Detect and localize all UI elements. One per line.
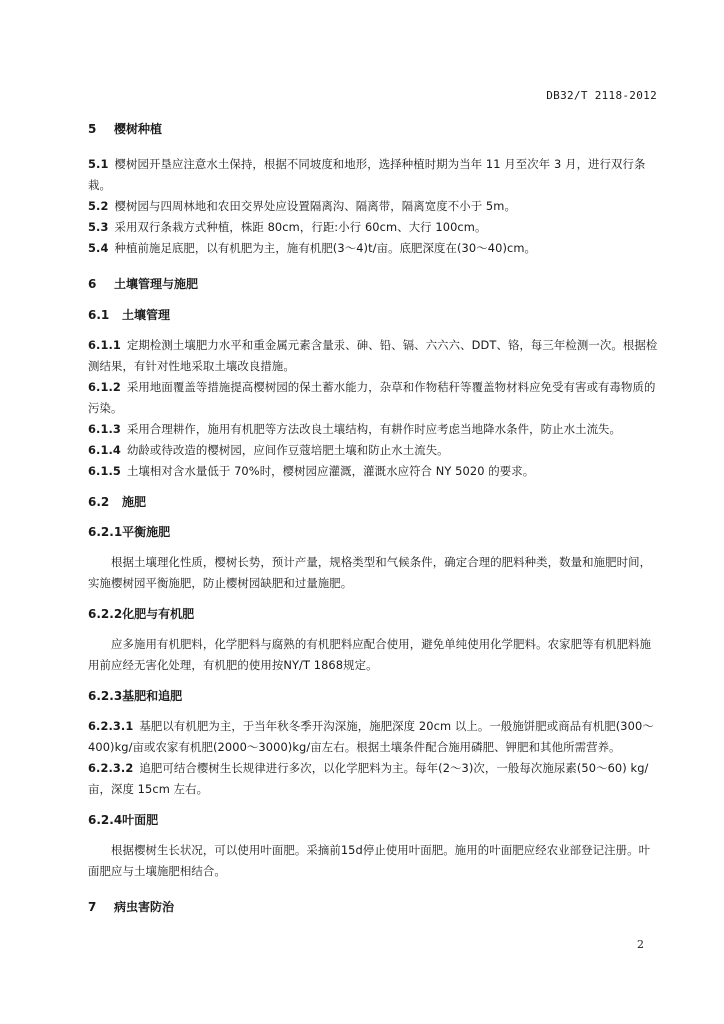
clause-5-2 — [88, 196, 658, 217]
clause-number: 5.3 — [88, 220, 109, 234]
subsection-number: 6.1 — [88, 308, 110, 322]
subsection-title: 叶面肥 — [122, 813, 159, 827]
section-5-heading — [88, 118, 658, 140]
clause-5-1 — [88, 154, 658, 196]
subsection-number: 6.2 — [88, 495, 110, 509]
clause-number: 5.1 — [88, 157, 109, 171]
document-code: DB32/T 2118-2012 — [546, 89, 657, 102]
clause-text: 樱树园开垦应注意水土保持，根据不同坡度和地形，选择种植时期为当年 11 月至次年 3 月，进行双行条栽。 — [88, 157, 646, 192]
section-number: 6 — [88, 277, 97, 291]
section-6-heading — [88, 273, 658, 295]
clause-number: 6.1.3 — [88, 422, 121, 436]
clause-text: 采用合理耕作，施用有机肥等方法改良土壤结构，有耕作时应考虑当地降水条件，防止水土流失。 — [126, 422, 622, 436]
subsection-number: 6.2.3 — [88, 689, 123, 703]
clause-number: 5.4 — [88, 241, 109, 255]
clause-6-2-3-2 — [88, 758, 658, 800]
clause-text: 采用双行条栽方式种植，株距 80cm，行距:小行 60cm、大行 100cm。 — [114, 220, 487, 234]
subsection-6-2-1-heading — [88, 522, 658, 542]
clause-text: 幼龄或待改造的樱树园，应间作豆蔻培肥土壤和防止水土流失。 — [126, 443, 449, 457]
clause-number: 6.1.4 — [88, 443, 121, 457]
paragraph-6-2-1: 根据土壤理化性质，樱树长势，预计产量，规格类型和气候条件，确定合理的肥料种类，数量和施肥时间，实施樱树园平衡施肥，防止樱树园缺肥和过量施肥。 — [88, 555, 652, 590]
subsection-number: 6.2.2 — [88, 607, 123, 621]
section-number: 7 — [88, 900, 97, 914]
clause-6-1-1 — [88, 335, 658, 377]
clause-text: 定期检测土壤肥力水平和重金属元素含量汞、砷、铅、镉、六六六、DDT、铬，每三年检测一次。根据检测结果，有针对性地采取土壤改良措施。 — [88, 338, 658, 373]
clause-number: 6.1.2 — [88, 380, 121, 394]
subsection-number: 6.2.4 — [88, 813, 123, 827]
subsection-title: 施肥 — [122, 495, 147, 509]
subsection-6-2-2-heading — [88, 604, 658, 624]
clause-5-3 — [88, 217, 658, 238]
subsection-6-2-heading — [88, 492, 658, 512]
clause-6-1-2 — [88, 377, 658, 419]
subsection-6-1-heading — [88, 305, 658, 325]
subsection-title: 平衡施肥 — [122, 525, 171, 539]
paragraph-6-2-4: 根据樱树生长状况，可以使用叶面肥。采摘前15d停止使用叶面肥。施用的叶面肥应经农业部登记注册。叶面肥应与土壤施肥相结合。 — [88, 843, 651, 878]
document-body — [88, 118, 658, 918]
section-title: 樱树种植 — [114, 122, 163, 136]
clause-6-2-3-1 — [88, 716, 658, 758]
clause-number: 6.1.1 — [88, 338, 121, 352]
clause-text: 基肥以有机肥为主，于当年秋冬季开沟深施，施肥深度 20cm 以上。一般施饼肥或商品有机肥(300～400)kg/亩或农家有机肥(2000～3000)kg/亩左右。根据土壤条件配合施用磷肥、钾肥和其他所需营养。 — [88, 719, 654, 754]
clause-number: 6.2.3.1 — [88, 719, 134, 733]
subsection-number: 6.2.1 — [88, 525, 123, 539]
subsection-6-2-3-heading — [88, 686, 658, 706]
section-title: 土壤管理与施肥 — [114, 277, 199, 291]
section-number: 5 — [88, 122, 97, 136]
clause-text: 追肥可结合樱树生长规律进行多次，以化学肥料为主。每年(2～3)次，一般每次施尿素(50～60) kg/亩，深度 15cm 左右。 — [88, 761, 649, 796]
section-title: 病虫害防治 — [114, 900, 175, 914]
clause-6-1-5 — [88, 461, 658, 482]
subsection-title: 化肥与有机肥 — [122, 607, 195, 621]
subsection-6-2-4-heading — [88, 810, 658, 830]
clause-6-1-4 — [88, 440, 658, 461]
paragraph-6-2-2: 应多施用有机肥料，化学肥料与腐熟的有机肥料应配合使用，避免单纯使用化学肥料。农家肥等有机肥料施用前应经无害化处理，有机肥的使用按NY/T 1868规定。 — [88, 637, 652, 672]
subsection-title: 基肥和追肥 — [122, 689, 183, 703]
clause-number: 6.1.5 — [88, 464, 121, 478]
clause-number: 6.2.3.2 — [88, 761, 134, 775]
clause-text: 樱树园与四周林地和农田交界处应设置隔离沟、隔离带，隔离宽度不小于 5m。 — [114, 199, 516, 213]
page-number: 2 — [637, 938, 644, 951]
subsection-title: 土壤管理 — [122, 308, 171, 322]
clause-6-1-3 — [88, 419, 658, 440]
clause-text: 土壤相对含水量低于 70%时，樱树园应灌溉，灌溉水应符合 NY 5020 的要求。 — [126, 464, 535, 478]
section-7-heading — [88, 896, 658, 918]
clause-number: 5.2 — [88, 199, 109, 213]
clause-5-4 — [88, 238, 658, 259]
clause-text: 种植前施足底肥，以有机肥为主，施有机肥(3～4)t/亩。底肥深度在(30～40)cm。 — [114, 241, 537, 255]
clause-text: 采用地面覆盖等措施提高樱树园的保土蓄水能力，杂草和作物秸秆等覆盖物材料应免受有害或有毒物质的污染。 — [88, 380, 656, 415]
